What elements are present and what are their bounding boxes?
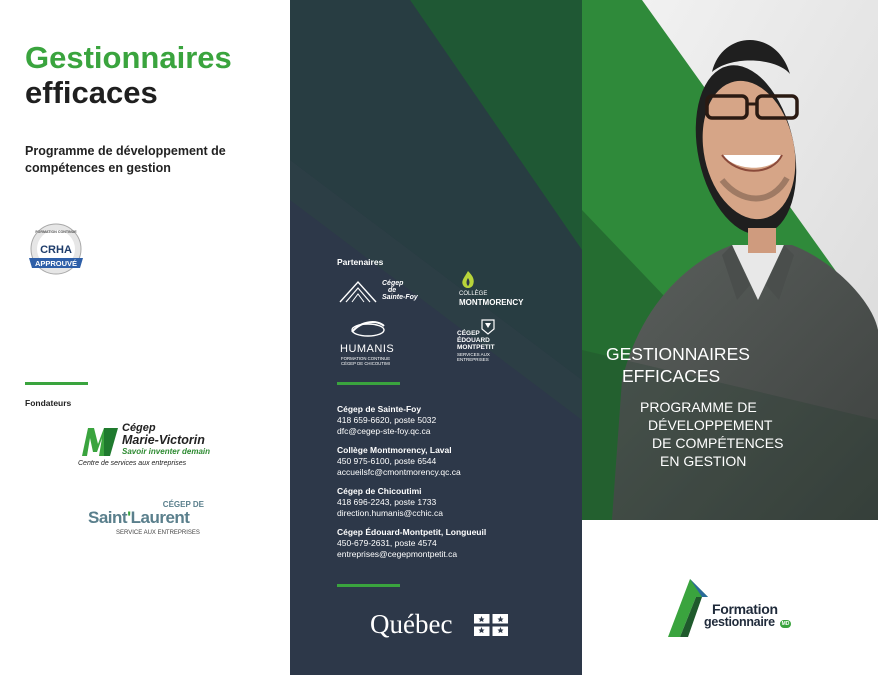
- crha-top-text: FORMATION CONTINUE: [35, 230, 77, 234]
- ste-foy-logo: [338, 276, 438, 312]
- contact-item: [337, 445, 572, 478]
- contact-name: Cégep de Sainte-Foy: [337, 404, 422, 414]
- contact-email[interactable]: dfc@cegep-ste-foy.qc.ca: [337, 426, 431, 436]
- crha-brand: CRHA: [40, 244, 72, 256]
- formation-arrow-icon: [666, 575, 710, 639]
- montmorency-flame-icon: [459, 270, 477, 290]
- quebec-flag-icon: [474, 614, 508, 636]
- contact-item: [337, 527, 572, 560]
- hero-title-1: GESTIONNAIRES: [606, 344, 750, 364]
- contact-email[interactable]: direction.humanis@cchic.ca: [337, 508, 443, 518]
- montpetit-l3: MONTPETIT: [457, 344, 495, 351]
- contact-phone: 450-679-2631, poste 4574: [337, 538, 437, 548]
- montpetit-l2: ÉDOUARD: [457, 337, 490, 344]
- mv-name-line-2: Marie-Victorin: [122, 433, 205, 447]
- contact-item: [337, 486, 572, 519]
- contact-name: Collège Montmorency, Laval: [337, 445, 452, 455]
- saint-laurent-logo: [88, 500, 218, 542]
- middle-panel: [290, 0, 582, 675]
- hero-title-2: EFFICACES: [622, 366, 721, 386]
- formation-line-1: Formation: [712, 601, 778, 617]
- contact-phone: 418 696-2243, poste 1733: [337, 497, 437, 507]
- left-panel: [0, 0, 290, 675]
- formation-gestionnaire-logo: [666, 575, 796, 639]
- fondateurs-divider: [25, 382, 88, 385]
- montpetit-logo: [457, 318, 537, 370]
- contact-name: Cégep Édouard-Montpetit, Longueuil: [337, 527, 487, 537]
- contacts-divider-bottom: [337, 584, 400, 587]
- montmorency-l2: MONTMORENCY: [459, 298, 524, 307]
- hero-sub-1: PROGRAMME DE: [640, 399, 757, 415]
- sl-name-a: Saint: [88, 508, 128, 527]
- sl-subtitle: SERVICE AUX ENTREPRISES: [116, 530, 200, 536]
- sl-cegep-label: CÉGEP DE: [162, 500, 204, 509]
- mv-subtitle: Centre de services aux entreprises: [78, 460, 187, 467]
- mv-slogan: Savoir inventer demain: [122, 447, 211, 456]
- fondateurs-label: Fondateurs: [25, 398, 72, 408]
- contacts-list: [337, 404, 572, 568]
- montmorency-l1: COLLÈGE: [459, 291, 488, 297]
- program-subtitle: Programme de développement de compétences en gestion: [25, 144, 226, 175]
- contact-phone: 450 975-6100, poste 6544: [337, 456, 437, 466]
- humanis-swoosh-icon: [348, 318, 388, 342]
- montmorency-logo: [457, 270, 537, 310]
- right-panel: [582, 0, 878, 675]
- middle-panel-background: [290, 0, 582, 675]
- quebec-wordmark: Québec: [370, 609, 453, 639]
- title-line-2: efficaces: [25, 75, 158, 110]
- sl-name: Saint'Laurent: [88, 508, 190, 527]
- contact-name: Cégep de Chicoutimi: [337, 486, 422, 496]
- marie-victorin-logo-icon: [80, 422, 120, 458]
- mv-name-line-1: Cégep: [122, 422, 156, 434]
- crha-badge-icon: [25, 222, 87, 278]
- humanis-l2: FORMATION CONTINUE: [341, 356, 391, 361]
- montpetit-shield-icon: [481, 319, 495, 335]
- crha-status: APPROUVÉ: [34, 259, 78, 268]
- contact-email[interactable]: accueilsfc@cmontmorency.qc.ca: [337, 467, 461, 477]
- hero-sub-2: DÉVELOPPEMENT: [648, 417, 773, 433]
- humanis-l3: CÉGEP DE CHICOUTIMI: [341, 361, 390, 366]
- hero-sub-4: EN GESTION: [660, 453, 747, 469]
- montpetit-l5: ENTREPRISES: [457, 357, 489, 362]
- marie-victorin-logo: [76, 420, 226, 472]
- title-line-1: Gestionnaires: [25, 40, 232, 75]
- partners-label: Partenaires: [337, 257, 384, 267]
- contact-item: [337, 404, 572, 437]
- ste-foy-book-icon: [338, 278, 378, 304]
- montpetit-l4: SERVICES AUX: [457, 352, 490, 357]
- formation-line-2: gestionnaire: [704, 615, 775, 629]
- ste-foy-l1: Cégep: [382, 280, 404, 287]
- montpetit-l1: CÉGEP: [457, 330, 480, 337]
- brochure-title: [25, 40, 232, 110]
- sl-name-b: Laurent: [130, 508, 190, 527]
- ste-foy-l2: de: [388, 287, 397, 294]
- hero-sub-3: DE COMPÉTENCES: [652, 435, 784, 451]
- contact-phone: 418 659-6620, poste 5032: [337, 415, 437, 425]
- ste-foy-l3: Sainte-Foy: [382, 294, 418, 301]
- contact-email[interactable]: entreprises@cegepmontpetit.ca: [337, 549, 458, 559]
- contacts-divider-top: [337, 382, 400, 385]
- formation-md-badge: MD: [781, 621, 790, 627]
- humanis-logo: [338, 318, 418, 368]
- humanis-l1: HUMANIS: [340, 343, 395, 355]
